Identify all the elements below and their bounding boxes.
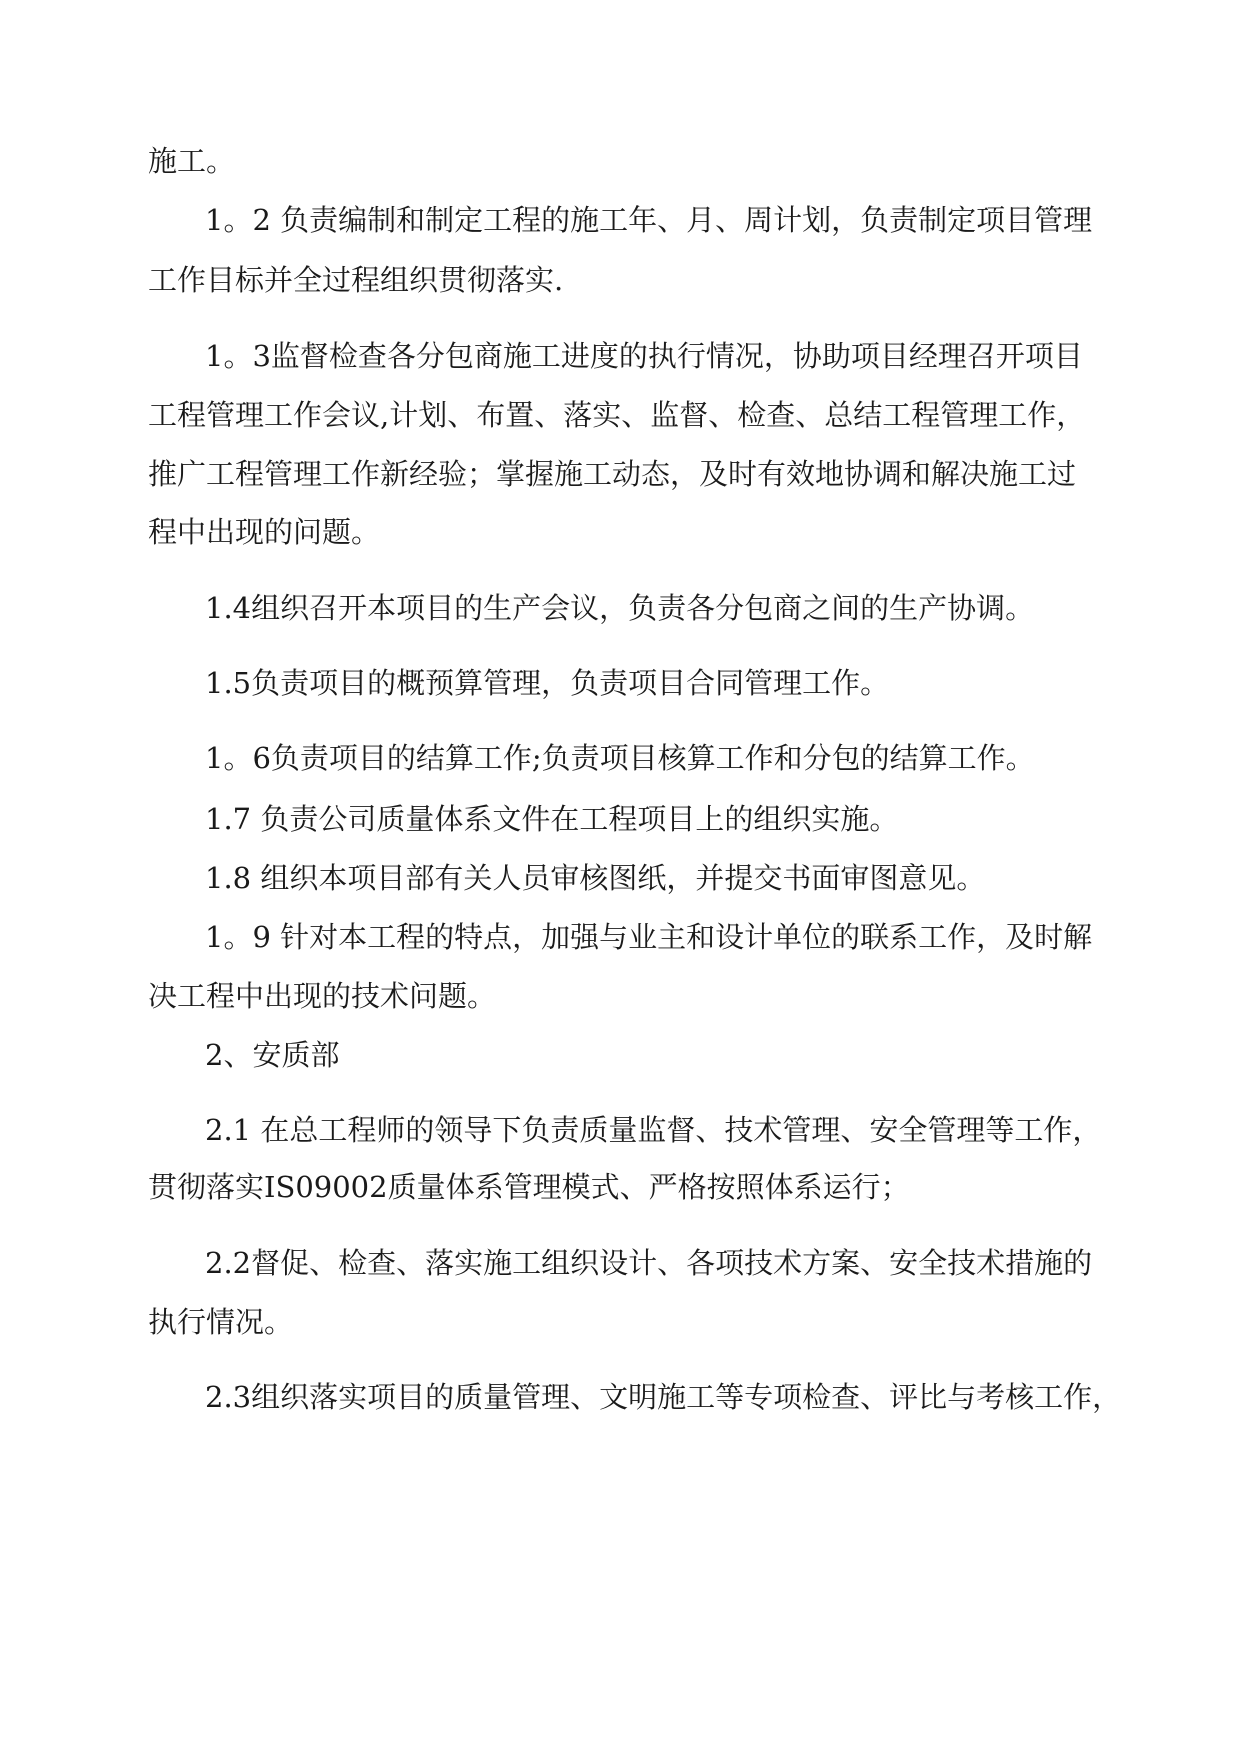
- text-line: 1.8 组织本项目部有关人员审核图纸，并提交书面审图意见。: [205, 861, 986, 895]
- text-line: 2.2督促、检查、落实施工组织设计、各项技术方案、安全技术措施的: [205, 1246, 1093, 1280]
- text-line: 贯彻落实IS09002质量体系管理模式、严格按照体系运行；: [148, 1170, 910, 1204]
- text-line: 施工。: [148, 144, 236, 178]
- text-line: 决工程中出现的技术问题。: [148, 979, 497, 1013]
- text-line: 程中出现的问题。: [148, 515, 381, 549]
- text-line: 工程管理工作会议,计划、布置、落实、监督、检查、总结工程管理工作，: [148, 398, 1086, 432]
- text-line: 1.7 负责公司质量体系文件在工程项目上的组织实施。: [205, 802, 899, 836]
- text-line: 1。3监督检查各分包商施工进度的执行情况，协助项目经理召开项目: [205, 339, 1083, 373]
- text-line: 推广工程管理工作新经验；掌握施工动态，及时有效地协调和解决施工过: [148, 457, 1077, 491]
- text-line: 2.3组织落实项目的质量管理、文明施工等专项检查、评比与考核工作，: [205, 1380, 1122, 1414]
- section-heading: 2、安质部: [205, 1038, 340, 1072]
- text-line: 1。9 针对本工程的特点，加强与业主和设计单位的联系工作，及时解: [205, 920, 1093, 954]
- text-line: 工作目标并全过程组织贯彻落实.: [148, 263, 564, 297]
- text-line: 1。2 负责编制和制定工程的施工年、月、周计划，负责制定项目管理: [205, 203, 1093, 237]
- text-line: 执行情况。: [148, 1305, 294, 1339]
- text-line: 2.1 在总工程师的领导下负责质量监督、技术管理、安全管理等工作，: [205, 1113, 1102, 1147]
- text-line: 1。6负责项目的结算工作;负责项目核算工作和分包的结算工作。: [205, 741, 1035, 775]
- text-line: 1.5负责项目的概预算管理，负责项目合同管理工作。: [205, 666, 890, 700]
- text-line: 1.4组织召开本项目的生产会议，负责各分包商之间的生产协调。: [205, 591, 1035, 625]
